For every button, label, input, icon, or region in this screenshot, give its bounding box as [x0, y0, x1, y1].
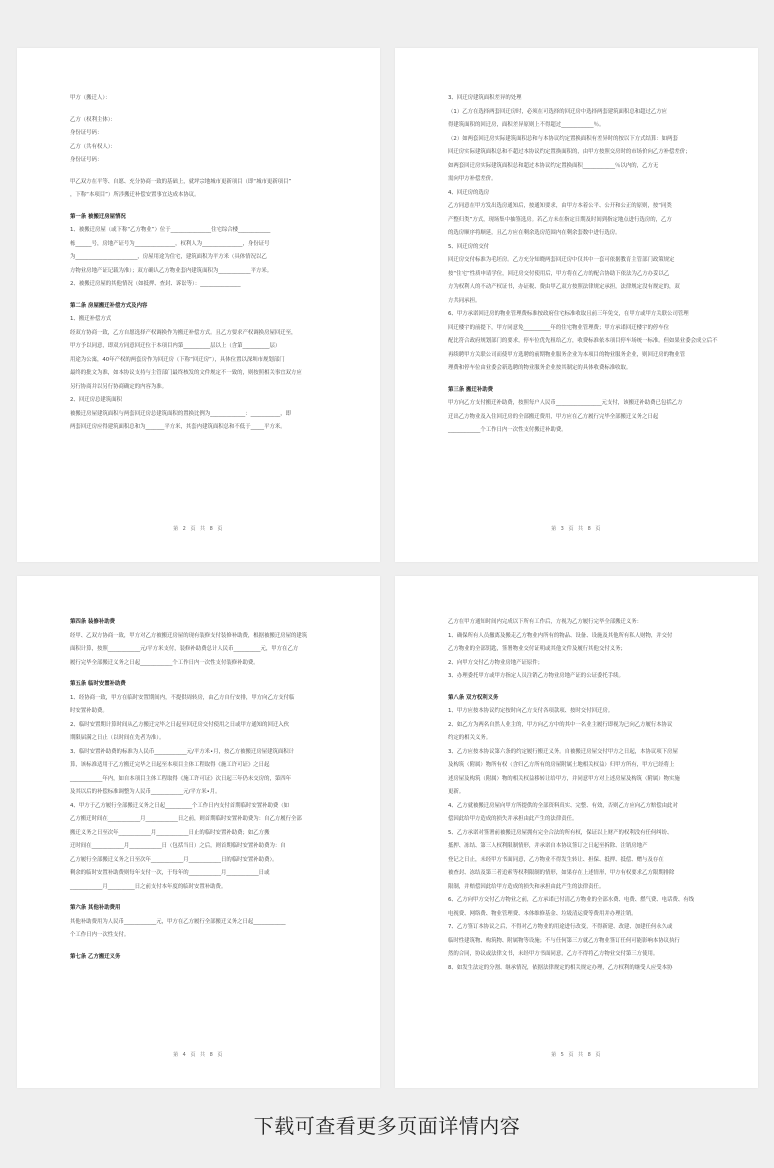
text-line: 乙方（权利主体）： — [70, 116, 116, 123]
text-line: 回迁房交付标准为毛坯房。乙方充分知晓两套回迁房中仅其中一套可依据教育主管部门政策规定 — [448, 257, 675, 263]
text-line: 两套回迁房应得建筑面积总和为_______平方米，其套内建筑面积总和不低于_____平方米。 — [70, 424, 286, 430]
text-line: 栋______号，房地产证号为_______________，权利人为_______________，身份证号 — [70, 240, 270, 247]
text-line: 2、临时安置期计算时间从乙方搬迁完毕之日起至回迁房交付使用之日或甲方通知的回迁入伙 — [70, 721, 290, 728]
text-line: ____________年内，如自本项目主体工程取得《施工许可证》次日起三年仍未交房的，第四年 — [70, 775, 292, 782]
text-line: 3、乙方应按本协议第六条的约定履行搬迁义务。自被搬迁房屋交付甲方之日起，本协议项下房屋 — [448, 748, 678, 755]
page-body — [448, 92, 720, 438]
section-heading: 第一条 被搬迁房屋情况 — [70, 213, 126, 220]
page-number: 第 4 页 共 8 页 — [173, 1052, 224, 1058]
text-line: 乙方物业的全部钥匙，签署物业交付证明或其他文件及履行其他交付义务； — [448, 646, 626, 652]
section-heading: 第三条 搬迁补助费 — [448, 386, 494, 393]
text-line: 搬迁义务之日至次年____________月____________日止的临时安置补助费；如乙方搬 — [70, 829, 270, 836]
text-line: 个工作日内一次性支付。 — [70, 932, 130, 938]
text-line: ____________个工作日内一次性支付搬迁补助费。 — [448, 427, 567, 433]
text-line: 最终的批文为准，如本协议支持与主管部门最终核发的文件规定不一致的，则按照相关事宜双方应 — [70, 370, 302, 376]
text-line: 3、临时安置补助费的标准为人民币____________元/平方米•月，按乙方被搬迁房屋建筑面积计 — [70, 748, 295, 755]
text-line: 及其以后的补偿标准调整为人民币____________元/平方米•月。 — [70, 789, 221, 795]
text-line: 经双方协商一致，乙方自愿选择产权调换作为搬迁补偿方式。且乙方要求产权调换房屋回迁至， — [70, 329, 297, 336]
text-line: 身份证号码： — [70, 157, 103, 163]
paragraph-gap — [70, 670, 342, 678]
page-number: 第 3 页 共 8 页 — [551, 526, 602, 532]
text-line: 方物业房地产证记载为准）；双方确认乙方物业套内建筑面积为____________平方米。 — [70, 267, 273, 274]
text-line: 2、被搬迁房屋的其他情况（如抵押、查封、诉讼等）：_______________ — [70, 281, 241, 287]
paragraph-gap — [70, 168, 342, 176]
text-line: 算，该标准适用于乙方搬迁完毕之日起至本项目主体工程取得《施工许可证》之日起 — [70, 762, 270, 768]
text-line: 5、乙方承诺对签署前被搬迁房屋拥有完全合法的所有权，保证以上财产的权利没有任何纠纷、 — [448, 829, 673, 836]
text-line: 用途为公寓，40年产权的两套房作为回迁房（下称“回迁房”），具体位置以深圳市规划部门 — [70, 356, 285, 363]
text-line: 履行完毕全部搬迁义务之日起____________个工作日内一次性支付装修补助费。 — [70, 659, 259, 666]
paragraph-gap — [70, 292, 342, 300]
text-line: 回迁楼宇的前提下，甲方同意免__________年的住宅物业管理费；甲方承诺回迁楼宇的停车位 — [448, 324, 670, 331]
paragraph-gap — [70, 106, 342, 114]
text-line: 其他补助费用为人民币____________元，甲方在乙方履行全部搬迁义务之日起____________ — [70, 918, 286, 925]
text-line: 甲方予以同意，即双方同意回迁位于本项目内第__________层以上（含第__________层） — [70, 343, 281, 349]
text-line: 1、经协商一致，甲方在临时安置期间内，不提供周转房，由乙方自行安排，甲方向乙方支付临 — [70, 694, 295, 701]
text-line: 方共同承担。 — [448, 297, 481, 304]
text-line: 述房屋及构筑（附属）物的相关权益移转让给甲方，并同意甲方对上述房屋及构筑（附属）物实施 — [448, 775, 680, 782]
text-line: 登记之日止，未经甲方书面同意，乙方物业不得发生转让、担保、抵押、抵偿、赠与及存在 — [448, 856, 664, 863]
document-page-3 — [395, 48, 758, 562]
text-line: 乙方搬迁时间在____________月____________日之前，则首期临时安置补助费为：自乙方履行全部 — [70, 816, 302, 822]
text-line: 甲乙双方在平等、自愿、充分协商一致的基础上，就坪宗地城市更新项目（即“城市更新项目” — [70, 178, 292, 185]
text-line: 4、甲方于乙方履行全部搬迁义务之日起__________个工作日内支付首期临时安置补助费（如 — [70, 802, 290, 809]
text-line: 2、回迁房总建筑面积 — [70, 397, 122, 403]
text-line: 剩余的临时安置补助费则每年支付一次，于每年的____________月____________日或 — [70, 870, 270, 876]
text-line: 更新。 — [448, 789, 465, 795]
text-line: 1、搬迁补偿方式 — [70, 316, 112, 322]
section-heading: 第四条 装修补助费 — [70, 619, 116, 625]
text-line: 约定的相关义务。 — [448, 735, 492, 741]
paragraph-gap — [70, 943, 342, 951]
text-line: 理费和停车位由业委会新选聘的物业服务企业按其制定的具体收费标准收取。 — [448, 365, 632, 371]
text-line: ，下称“本项目”）所涉搬迁补偿安置事宜达成本协议。 — [70, 192, 200, 198]
text-line: 4、乙方就被搬迁房屋向甲方所提供的全部资料真实、完整、有效，否则乙方应向乙方赔偿由此对 — [448, 802, 678, 809]
paragraph-gap — [448, 684, 720, 692]
section-heading: 第八条 双方权利义务 — [448, 694, 499, 701]
page-number: 第 5 页 共 8 页 — [551, 1052, 602, 1058]
text-line: 配比符合政府规划部门的要求，停车位优先租给乙方，收费标准依本项目停车场统一标准。但如果业委会成立后不 — [448, 338, 718, 344]
text-line: 需向甲方补偿差价。 — [448, 176, 497, 182]
text-line: 2、如乙方为两名自然人业主的，甲方向乙方中的其中一名业主履行即视为已向乙方履行本协议 — [448, 721, 673, 728]
paragraph-gap — [70, 203, 342, 211]
text-line: 再续聘甲方关联公司而使甲方选聘的前期物业服务企业为本项目的物业服务企业，则回迁房的物业管 — [448, 351, 686, 358]
text-line: 迁出乙方物业及入住回迁房的全部搬迁费用，甲方应在乙方履行完毕全部搬迁义务之日起 — [448, 413, 659, 420]
text-line: 迁时间在____________月____________日（包括当日）之后，则首期临时安置补助费为：自 — [70, 843, 286, 849]
page-body — [70, 92, 342, 435]
text-line: 6、乙方向甲方交付乙方物业之前，乙方承诺已付清乙方物业的全部水费、电费、燃气费、电话费、有线 — [448, 897, 695, 903]
text-line: 乙方在甲方通知时间内完成以下所有工作后，方视为乙方履行完毕全部搬迁义务： — [448, 619, 643, 625]
paragraph-gap — [448, 376, 720, 384]
text-line: 3、办理委托甲方或甲方指定人员注销乙方物业房地产证的公证委托手续。 — [448, 673, 624, 679]
text-line: 电视费、网络费、物业管理费、本体维修基金、垃圾清运费等费用并办理注销。 — [448, 910, 637, 917]
section-heading: 第六条 其他补助费用 — [70, 905, 121, 911]
text-line: 期限届满之日止（以时间在先者为准）。 — [70, 735, 165, 741]
text-line: （1）乙方在选择两套回迁房时，必须在可选择的回迁房中选择两套建筑面积总和超过乙方应 — [448, 108, 668, 115]
text-line: 被搬迁房屋建筑面积与两套回迁房总建筑面积的置换比例为_____________：___________，即 — [70, 410, 292, 417]
text-line: 8、如发生法定的分割、继承情况，依据法律规定的相关规定办理，乙方权利的继受人应受本协 — [448, 964, 673, 971]
text-line: 如两套回迁房实际建筑面积总和超过本协议约定置换面积____________％以内的，乙方无 — [448, 162, 659, 169]
page-number: 第 2 页 共 8 页 — [173, 526, 224, 532]
document-page-2 — [17, 48, 380, 562]
text-line: 按“住宅”性质申请学位，回迁房交付使用后，甲方将在乙方的配合协助下依法为乙方办妥以乙 — [448, 270, 670, 277]
section-heading: 第五条 临时安置补助费 — [70, 681, 126, 687]
text-line: 1、确保所有人员撤离及搬走乙方物业内所有的物品、设备、设施及其他所有私人财物，并交付 — [448, 632, 673, 639]
text-line: 得建筑面积的回迁房，面积差异原则上不得超过____________％。 — [448, 122, 605, 128]
section-heading: 第二条 房屋搬迁补偿方式及内容 — [70, 302, 148, 309]
document-page-5 — [395, 576, 758, 1088]
text-line: 乙方履行全部搬迁义务之日至次年____________月____________日的临时安置补助费）。 — [70, 856, 278, 863]
text-line: 为_______________________，房屋用途为住宅，建筑面积为平方米（具体情况以乙 — [70, 254, 267, 260]
text-line: 甲方向乙方支付搬迁补助费，按照每户人民币_________________元支付，该搬迁补助费已包括乙方 — [448, 400, 683, 406]
text-line: 4、回迁房的选房 — [448, 189, 490, 196]
text-line: 身份证号码： — [70, 130, 103, 136]
text-line: 的选房顺序将顺延，且乙方应在剩余选房范围内在剩余套数中进行选房。 — [448, 230, 621, 236]
text-line: 临时性建筑物、构筑物、附属物等设施；不与任何第三方就乙方物业签订任何可能影响本协议执行 — [448, 937, 680, 944]
text-line: 3、回迁房建筑面积差异的处理 — [448, 95, 522, 101]
text-line: 时安置补助费。 — [70, 708, 108, 714]
text-line: 抵押、冻结、第三人权利限制情形，并承诺自本协议签订之日起至拆除、注销房地产 — [448, 843, 648, 849]
text-line: 偿因此给甲方造成的损失并承担由此产生的法律责任。 — [448, 816, 578, 822]
text-line: 7、乙方签订本协议之后，不得对乙方物业的用途进行改变，不得新建、改建、加建任何永久或 — [448, 924, 673, 930]
text-line: 产整归类”方式，现场集中抽签选房。若乙方未在指定日期及时间到指定地点进行选房的，乙方 — [448, 216, 672, 223]
document-page-4 — [17, 576, 380, 1088]
text-line: 另行协商并以另行协商确定的内容为准。 — [70, 383, 168, 390]
text-line: 然的合同，协议或法律文书，未经甲方书面同意，乙方不得将乙方物业交付第三方使用。 — [448, 951, 659, 957]
text-line: 经甲、乙双方协商一致，甲方对乙方被搬迁房屋的现有装修支付装修补助费，根据被搬迁房屋的建筑 — [70, 632, 308, 639]
text-line: 方为权利人的不动产权证书，办证税、费由甲乙双方按照法律规定承担，法律规定没有规定的，双 — [448, 284, 680, 290]
section-heading: 第七条 乙方搬迁义务 — [70, 953, 121, 960]
text-line: 6、甲方承诺回迁房的物业管理费标准按政府住宅标准收取且前三年免交，在甲方或甲方关联公司管理 — [448, 311, 689, 317]
text-line: 1、被搬迁房屋（或下称“乙方物业”）位于_______________住宅综合楼____________ — [70, 227, 271, 233]
paragraph-gap — [70, 894, 342, 902]
text-line: 限制，并赔偿因此给甲方造成的损失和承担由此产生的法律责任。 — [448, 883, 605, 890]
text-line: 乙方（共有权人）： — [70, 143, 116, 150]
download-caption[interactable]: 下载可查看更多页面详情内容 — [253, 1114, 521, 1138]
text-line: 5、回迁房的交付 — [448, 243, 490, 250]
text-line: 面积计算，按照____________元/平方米支付，装修补助费总计人民币__________元，甲方在乙方 — [70, 646, 299, 652]
text-line: （2）如两套回迁房实际建筑面积总和与本协议约定置换面积有差异时的按以下方式结算：如两套 — [448, 135, 678, 142]
text-line: 及构筑（附属）物所有权（含归乙方所有的房屋附属土地相关权益）归甲方所有，甲方已经将上 — [448, 762, 675, 768]
page-body — [70, 616, 342, 964]
text-line: 回迁房实际建筑面积总和不超过本协议约定置换面积的，由甲方按照交房时的市场价向乙方补偿差价； — [448, 149, 691, 155]
text-line: ____________月__________日之前支付本年度的临时安置补助费。 — [70, 883, 227, 890]
page-body — [448, 616, 720, 975]
text-line: 被查封、冻结及第三者追索等权利限制的情形，如果存在上述情形，甲方有权要求乙方限期排除 — [448, 870, 675, 876]
text-line: 1、甲方应按本协议约定按时向乙方支付各项款项、按时交付回迁房。 — [448, 708, 614, 714]
text-line: 乙方同意在甲方发出选房通知后，按通知要求，由甲方本着公平、公开和公正的原则，按“同类 — [448, 203, 672, 209]
text-line: 2、向甲方交付乙方物业房地产证原件； — [448, 659, 544, 666]
text-line: 甲方（搬迁人）： — [70, 95, 111, 101]
